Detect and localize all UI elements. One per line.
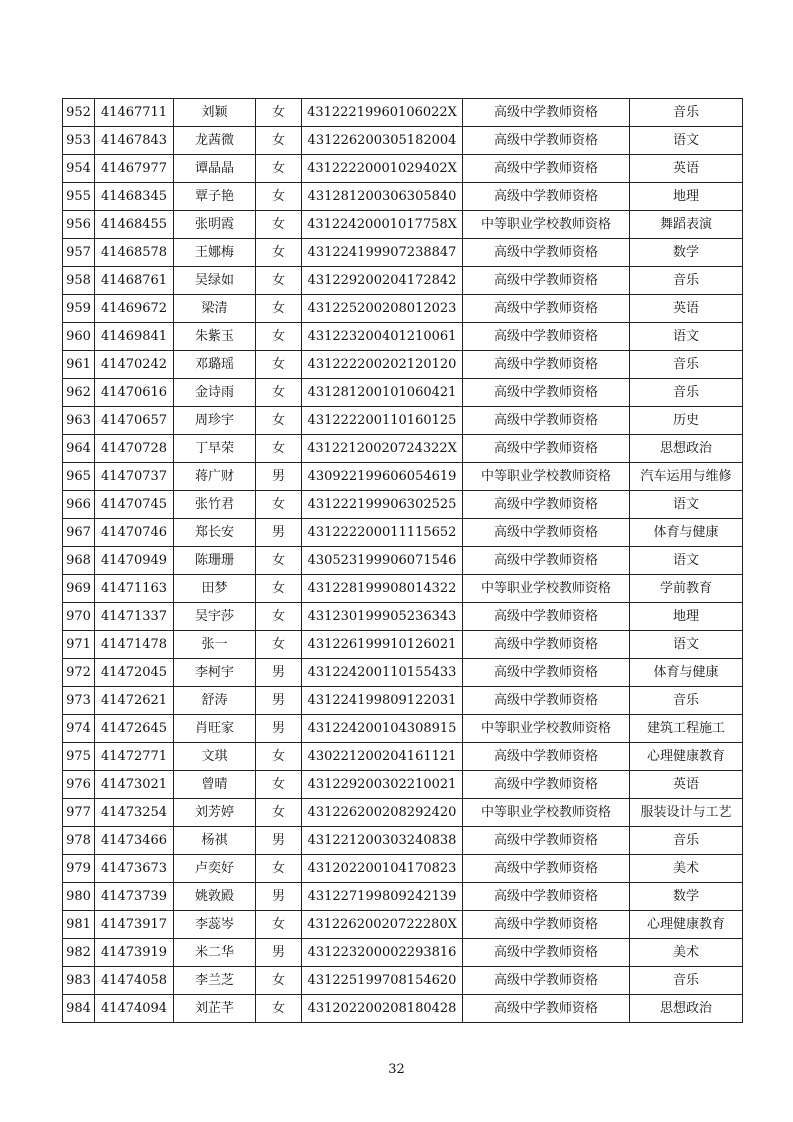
id-card-number-cell: 431224200110155433: [302, 659, 463, 687]
candidate-name-cell: 梁清: [174, 295, 256, 323]
certificate-type-cell: 高级中学教师资格: [463, 743, 630, 771]
table-row: [63, 967, 743, 995]
table-row: [63, 491, 743, 519]
gender-cell: 女: [256, 155, 302, 183]
subject-cell: 音乐: [630, 687, 743, 715]
candidate-name-cell: 陈珊珊: [174, 547, 256, 575]
candidate-name-cell: 刘颖: [174, 99, 256, 127]
row-number-cell: 984: [63, 995, 95, 1023]
subject-cell: 语文: [630, 631, 743, 659]
exam-id-cell: 41468761: [95, 267, 174, 295]
gender-cell: 男: [256, 715, 302, 743]
id-card-number-cell: 431229200204172842: [302, 267, 463, 295]
table-row: [63, 351, 743, 379]
gender-cell: 女: [256, 995, 302, 1023]
candidate-name-cell: 刘芳婷: [174, 799, 256, 827]
exam-id-cell: 41470949: [95, 547, 174, 575]
row-number-cell: 971: [63, 631, 95, 659]
gender-cell: 女: [256, 771, 302, 799]
roster-body: [63, 99, 743, 1023]
table-row: [63, 603, 743, 631]
subject-cell: 美术: [630, 939, 743, 967]
exam-id-cell: 41469841: [95, 323, 174, 351]
certificate-type-cell: 中等职业学校教师资格: [463, 799, 630, 827]
id-card-number-cell: 431229200302210021: [302, 771, 463, 799]
row-number-cell: 977: [63, 799, 95, 827]
row-number-cell: 956: [63, 211, 95, 239]
certificate-type-cell: 中等职业学校教师资格: [463, 715, 630, 743]
candidate-name-cell: 郑长安: [174, 519, 256, 547]
row-number-cell: 967: [63, 519, 95, 547]
subject-cell: 体育与健康: [630, 519, 743, 547]
table-row: [63, 127, 743, 155]
exam-id-cell: 41470657: [95, 407, 174, 435]
certificate-type-cell: 高级中学教师资格: [463, 267, 630, 295]
gender-cell: 女: [256, 183, 302, 211]
gender-cell: 女: [256, 351, 302, 379]
row-number-cell: 972: [63, 659, 95, 687]
id-card-number-cell: 431225199708154620: [302, 967, 463, 995]
exam-id-cell: 41468578: [95, 239, 174, 267]
row-number-cell: 970: [63, 603, 95, 631]
gender-cell: 女: [256, 491, 302, 519]
subject-cell: 体育与健康: [630, 659, 743, 687]
gender-cell: 女: [256, 99, 302, 127]
id-card-number-cell: 431202200104170823: [302, 855, 463, 883]
table-row: [63, 715, 743, 743]
id-card-number-cell: 43122420001017758X: [302, 211, 463, 239]
row-number-cell: 955: [63, 183, 95, 211]
subject-cell: 英语: [630, 295, 743, 323]
exam-id-cell: 41474094: [95, 995, 174, 1023]
exam-id-cell: 41468345: [95, 183, 174, 211]
row-number-cell: 958: [63, 267, 95, 295]
subject-cell: 数学: [630, 239, 743, 267]
id-card-number-cell: 431226200305182004: [302, 127, 463, 155]
table-row: [63, 883, 743, 911]
certificate-type-cell: 高级中学教师资格: [463, 407, 630, 435]
exam-id-cell: 41467843: [95, 127, 174, 155]
row-number-cell: 953: [63, 127, 95, 155]
certificate-type-cell: 高级中学教师资格: [463, 435, 630, 463]
candidate-name-cell: 卢奕好: [174, 855, 256, 883]
table-row: [63, 827, 743, 855]
subject-cell: 思想政治: [630, 995, 743, 1023]
id-card-number-cell: 431221200303240838: [302, 827, 463, 855]
table-row: [63, 659, 743, 687]
candidate-name-cell: 杨祺: [174, 827, 256, 855]
gender-cell: 女: [256, 407, 302, 435]
certificate-type-cell: 高级中学教师资格: [463, 967, 630, 995]
subject-cell: 语文: [630, 323, 743, 351]
subject-cell: 音乐: [630, 827, 743, 855]
table-row: [63, 995, 743, 1023]
candidate-name-cell: 覃子艳: [174, 183, 256, 211]
gender-cell: 女: [256, 435, 302, 463]
gender-cell: 男: [256, 939, 302, 967]
exam-id-cell: 41470728: [95, 435, 174, 463]
row-number-cell: 973: [63, 687, 95, 715]
table-row: [63, 855, 743, 883]
candidate-name-cell: 谭晶晶: [174, 155, 256, 183]
candidate-name-cell: 刘芷芊: [174, 995, 256, 1023]
subject-cell: 语文: [630, 547, 743, 575]
id-card-number-cell: 431281200306305840: [302, 183, 463, 211]
table-row: [63, 407, 743, 435]
row-number-cell: 957: [63, 239, 95, 267]
id-card-number-cell: 430221200204161121: [302, 743, 463, 771]
row-number-cell: 983: [63, 967, 95, 995]
id-card-number-cell: 431222200110160125: [302, 407, 463, 435]
exam-id-cell: 41470737: [95, 463, 174, 491]
subject-cell: 音乐: [630, 351, 743, 379]
exam-id-cell: 41474058: [95, 967, 174, 995]
certificate-type-cell: 高级中学教师资格: [463, 547, 630, 575]
certificate-type-cell: 高级中学教师资格: [463, 771, 630, 799]
row-number-cell: 966: [63, 491, 95, 519]
gender-cell: 男: [256, 687, 302, 715]
table-row: [63, 267, 743, 295]
gender-cell: 女: [256, 267, 302, 295]
exam-id-cell: 41468455: [95, 211, 174, 239]
table-row: [63, 939, 743, 967]
certificate-type-cell: 高级中学教师资格: [463, 519, 630, 547]
gender-cell: 男: [256, 659, 302, 687]
exam-id-cell: 41472645: [95, 715, 174, 743]
certificate-type-cell: 高级中学教师资格: [463, 239, 630, 267]
table-row: [63, 743, 743, 771]
subject-cell: 服装设计与工艺: [630, 799, 743, 827]
candidate-name-cell: 姚敦殿: [174, 883, 256, 911]
id-card-number-cell: 431224199809122031: [302, 687, 463, 715]
candidate-name-cell: 邓璐瑶: [174, 351, 256, 379]
table-row: [63, 687, 743, 715]
gender-cell: 女: [256, 631, 302, 659]
subject-cell: 音乐: [630, 379, 743, 407]
row-number-cell: 978: [63, 827, 95, 855]
id-card-number-cell: 431222200011115652: [302, 519, 463, 547]
gender-cell: 女: [256, 127, 302, 155]
gender-cell: 男: [256, 883, 302, 911]
candidate-name-cell: 曾晴: [174, 771, 256, 799]
table-row: [63, 323, 743, 351]
certificate-type-cell: 高级中学教师资格: [463, 883, 630, 911]
table-row: [63, 183, 743, 211]
exam-id-cell: 41473739: [95, 883, 174, 911]
subject-cell: 心理健康教育: [630, 911, 743, 939]
table-row: [63, 771, 743, 799]
certificate-type-cell: 高级中学教师资格: [463, 127, 630, 155]
row-number-cell: 980: [63, 883, 95, 911]
candidate-name-cell: 张一: [174, 631, 256, 659]
id-card-number-cell: 431222200202120120: [302, 351, 463, 379]
certificate-type-cell: 高级中学教师资格: [463, 491, 630, 519]
certificate-type-cell: 高级中学教师资格: [463, 183, 630, 211]
gender-cell: 男: [256, 827, 302, 855]
row-number-cell: 982: [63, 939, 95, 967]
subject-cell: 音乐: [630, 267, 743, 295]
exam-id-cell: 41472621: [95, 687, 174, 715]
table-row: [63, 519, 743, 547]
gender-cell: 女: [256, 211, 302, 239]
certificate-type-cell: 高级中学教师资格: [463, 295, 630, 323]
subject-cell: 汽车运用与维修: [630, 463, 743, 491]
candidate-name-cell: 丁早荣: [174, 435, 256, 463]
candidate-name-cell: 李蕊岑: [174, 911, 256, 939]
exam-id-cell: 41471337: [95, 603, 174, 631]
candidate-name-cell: 蒋广财: [174, 463, 256, 491]
exam-id-cell: 41467977: [95, 155, 174, 183]
candidate-name-cell: 舒涛: [174, 687, 256, 715]
certificate-type-cell: 高级中学教师资格: [463, 855, 630, 883]
exam-id-cell: 41473021: [95, 771, 174, 799]
row-number-cell: 964: [63, 435, 95, 463]
candidate-name-cell: 周珍宇: [174, 407, 256, 435]
gender-cell: 女: [256, 295, 302, 323]
gender-cell: 男: [256, 463, 302, 491]
row-number-cell: 954: [63, 155, 95, 183]
exam-id-cell: 41469672: [95, 295, 174, 323]
row-number-cell: 976: [63, 771, 95, 799]
table-row: [63, 631, 743, 659]
exam-id-cell: 41470746: [95, 519, 174, 547]
subject-cell: 音乐: [630, 967, 743, 995]
candidate-name-cell: 吴绿如: [174, 267, 256, 295]
exam-id-cell: 41471163: [95, 575, 174, 603]
gender-cell: 女: [256, 911, 302, 939]
exam-id-cell: 41473466: [95, 827, 174, 855]
exam-id-cell: 41470745: [95, 491, 174, 519]
candidate-name-cell: 张竹君: [174, 491, 256, 519]
exam-id-cell: 41471478: [95, 631, 174, 659]
id-card-number-cell: 431224200104308915: [302, 715, 463, 743]
exam-id-cell: 41470616: [95, 379, 174, 407]
exam-id-cell: 41473919: [95, 939, 174, 967]
certificate-type-cell: 中等职业学校教师资格: [463, 575, 630, 603]
table-row: [63, 547, 743, 575]
id-card-number-cell: 431226199910126021: [302, 631, 463, 659]
certificate-type-cell: 高级中学教师资格: [463, 603, 630, 631]
id-card-number-cell: 43122219960106022X: [302, 99, 463, 127]
subject-cell: 语文: [630, 127, 743, 155]
id-card-number-cell: 43122620020722280X: [302, 911, 463, 939]
candidate-name-cell: 龙茜微: [174, 127, 256, 155]
gender-cell: 女: [256, 239, 302, 267]
certificate-type-cell: 高级中学教师资格: [463, 99, 630, 127]
id-card-number-cell: 430523199906071546: [302, 547, 463, 575]
id-card-number-cell: 431226200208292420: [302, 799, 463, 827]
row-number-cell: 969: [63, 575, 95, 603]
subject-cell: 舞蹈表演: [630, 211, 743, 239]
subject-cell: 心理健康教育: [630, 743, 743, 771]
row-number-cell: 961: [63, 351, 95, 379]
subject-cell: 英语: [630, 771, 743, 799]
exam-id-cell: 41473917: [95, 911, 174, 939]
exam-id-cell: 41472771: [95, 743, 174, 771]
gender-cell: 男: [256, 519, 302, 547]
certificate-type-cell: 中等职业学校教师资格: [463, 463, 630, 491]
id-card-number-cell: 431224199907238847: [302, 239, 463, 267]
certificate-type-cell: 高级中学教师资格: [463, 323, 630, 351]
certificate-type-cell: 高级中学教师资格: [463, 659, 630, 687]
row-number-cell: 979: [63, 855, 95, 883]
id-card-number-cell: 430922199606054619: [302, 463, 463, 491]
certificate-type-cell: 高级中学教师资格: [463, 379, 630, 407]
subject-cell: 学前教育: [630, 575, 743, 603]
table-row: [63, 239, 743, 267]
id-card-number-cell: 431230199905236343: [302, 603, 463, 631]
candidate-name-cell: 李兰芝: [174, 967, 256, 995]
exam-id-cell: 41472045: [95, 659, 174, 687]
row-number-cell: 962: [63, 379, 95, 407]
subject-cell: 英语: [630, 155, 743, 183]
subject-cell: 地理: [630, 183, 743, 211]
id-card-number-cell: 431222199906302525: [302, 491, 463, 519]
gender-cell: 女: [256, 967, 302, 995]
candidate-name-cell: 米二华: [174, 939, 256, 967]
certificate-type-cell: 高级中学教师资格: [463, 939, 630, 967]
table-row: [63, 295, 743, 323]
candidate-name-cell: 金诗雨: [174, 379, 256, 407]
subject-cell: 历史: [630, 407, 743, 435]
candidate-name-cell: 张明霞: [174, 211, 256, 239]
exam-id-cell: 41467711: [95, 99, 174, 127]
exam-id-cell: 41470242: [95, 351, 174, 379]
certificate-type-cell: 高级中学教师资格: [463, 631, 630, 659]
row-number-cell: 960: [63, 323, 95, 351]
table-row: [63, 155, 743, 183]
gender-cell: 女: [256, 379, 302, 407]
gender-cell: 女: [256, 323, 302, 351]
gender-cell: 女: [256, 547, 302, 575]
certificate-type-cell: 高级中学教师资格: [463, 911, 630, 939]
id-card-number-cell: 43122120020724322X: [302, 435, 463, 463]
table-row: [63, 911, 743, 939]
roster-table: [62, 98, 743, 1023]
id-card-number-cell: 431223200002293816: [302, 939, 463, 967]
row-number-cell: 975: [63, 743, 95, 771]
subject-cell: 思想政治: [630, 435, 743, 463]
page-number: 32: [388, 1062, 405, 1077]
subject-cell: 音乐: [630, 99, 743, 127]
certificate-type-cell: 高级中学教师资格: [463, 351, 630, 379]
subject-cell: 地理: [630, 603, 743, 631]
candidate-name-cell: 李柯宇: [174, 659, 256, 687]
table-row: [63, 435, 743, 463]
id-card-number-cell: 431225200208012023: [302, 295, 463, 323]
id-card-number-cell: 431228199908014322: [302, 575, 463, 603]
row-number-cell: 968: [63, 547, 95, 575]
candidate-name-cell: 朱紫玉: [174, 323, 256, 351]
certificate-type-cell: 高级中学教师资格: [463, 687, 630, 715]
table-row: [63, 799, 743, 827]
gender-cell: 女: [256, 799, 302, 827]
candidate-name-cell: 王娜梅: [174, 239, 256, 267]
gender-cell: 女: [256, 743, 302, 771]
row-number-cell: 952: [63, 99, 95, 127]
subject-cell: 美术: [630, 855, 743, 883]
table-row: [63, 211, 743, 239]
certificate-type-cell: 中等职业学校教师资格: [463, 211, 630, 239]
row-number-cell: 981: [63, 911, 95, 939]
table-row: [63, 575, 743, 603]
certificate-type-cell: 高级中学教师资格: [463, 155, 630, 183]
id-card-number-cell: 43122220001029402X: [302, 155, 463, 183]
certificate-type-cell: 高级中学教师资格: [463, 995, 630, 1023]
exam-id-cell: 41473254: [95, 799, 174, 827]
candidate-name-cell: 肖旺家: [174, 715, 256, 743]
candidate-name-cell: 田梦: [174, 575, 256, 603]
row-number-cell: 965: [63, 463, 95, 491]
gender-cell: 女: [256, 575, 302, 603]
id-card-number-cell: 431227199809242139: [302, 883, 463, 911]
table-row: [63, 463, 743, 491]
id-card-number-cell: 431223200401210061: [302, 323, 463, 351]
subject-cell: 语文: [630, 491, 743, 519]
id-card-number-cell: 431202200208180428: [302, 995, 463, 1023]
certificate-type-cell: 高级中学教师资格: [463, 827, 630, 855]
candidate-name-cell: 吴宇莎: [174, 603, 256, 631]
gender-cell: 女: [256, 855, 302, 883]
row-number-cell: 974: [63, 715, 95, 743]
gender-cell: 女: [256, 603, 302, 631]
row-number-cell: 963: [63, 407, 95, 435]
row-number-cell: 959: [63, 295, 95, 323]
table-row: [63, 99, 743, 127]
exam-id-cell: 41473673: [95, 855, 174, 883]
subject-cell: 数学: [630, 883, 743, 911]
table-row: [63, 379, 743, 407]
candidate-name-cell: 文琪: [174, 743, 256, 771]
id-card-number-cell: 431281200101060421: [302, 379, 463, 407]
subject-cell: 建筑工程施工: [630, 715, 743, 743]
